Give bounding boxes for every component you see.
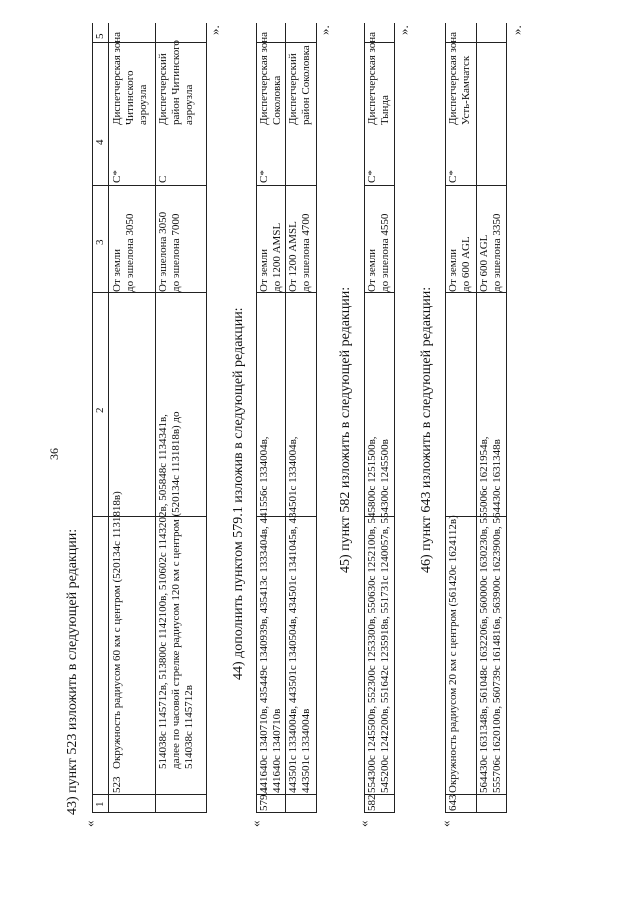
table-row-579-1a-alt-1: От земли [258, 248, 270, 292]
table-row-582-unit-1: Диспетчерская зона [366, 31, 378, 125]
heading-44: 44) дополнить пунктом 579.1 изложив в следующей редакции: [231, 307, 246, 680]
table-row-582-unit-2: Тында [379, 95, 391, 125]
heading-43: 43) пункт 523 изложить в следующей редакции: [65, 528, 80, 815]
table-row-523-alt-2: до эшелона 3050 [124, 213, 136, 292]
table-row-579-1a-area-1: 441640с 1340710в, 435449с 1340939в, 435413с 1333404в, 441556с 1334004в, [258, 436, 270, 793]
table-row-582-class: C* [366, 170, 378, 183]
table-row-643a-area: Окружность радиусом 20 км с центром (561420с 1624112в) [447, 515, 459, 793]
row-number-643: 643 [447, 794, 459, 811]
table-row-579-1b-alt-1: От 1200 AMSL [287, 221, 299, 292]
heading-45: 45) пункт 582 изложить в следующей редакции: [338, 286, 353, 573]
col-header-1: 1 [94, 801, 106, 807]
table-row-523b-unit-1: Диспетчерский [157, 53, 169, 125]
table-row-643b-alt-2: до эшелона 3350 [491, 213, 503, 292]
table-row-523-area: Окружность радиусом 60 км с центром (520134с 1131818в) [111, 491, 123, 769]
table-row-579-1a-class: C* [258, 170, 270, 183]
table-row-643a-alt-1: От земли [447, 248, 459, 292]
col-header-2: 2 [94, 407, 106, 413]
col-header-4: 4 [94, 139, 106, 145]
table-row-582-alt-2: до эшелона 4550 [379, 213, 391, 292]
table-row-579-1b-unit-1: Диспетчерский [287, 53, 299, 125]
table-row-582-area-1: 554300с 1245500в, 552300с 1253300в, 550630с 1252100в, 545800с 1251500в, [366, 436, 378, 793]
table-row-523b-alt-2: до эшелона 7000 [170, 213, 182, 292]
table-row-523b-unit-3: аэроузла [183, 84, 195, 125]
table-row-643a-unit-2: Усть-Камчатск [460, 55, 472, 125]
table-row-579-1a-unit-1: Диспетчерская зона [258, 31, 270, 125]
table-row-579-1b-area-1: 443501с 1334004в, 443501с 1340504в, 434501с 1341045в, 434501с 1334004в, [287, 436, 299, 793]
table-row-523-unit-2: Читинского [124, 70, 136, 125]
row-number-579-1: 579.1 [258, 786, 270, 811]
table-row-643b-alt-1: От 600 AGL [478, 234, 490, 292]
table-row-523b-area-3: 514038с 1145712в [183, 685, 195, 769]
open-quote: « [82, 820, 97, 827]
table-row-579-1b-alt-2: до эшелона 4700 [300, 213, 312, 292]
table-row-643b-area-2: 555706с 1620100в, 560739с 1614816в, 563900с 1623900в, 564430с 1631348в [491, 439, 503, 793]
table-row-579-1a-area-2: 441640с 1340710в [271, 708, 283, 793]
table-row-579-1b-area-2: 443501с 1334004в [300, 708, 312, 793]
col-header-5: 5 [94, 33, 106, 39]
table-row-643b-area-1: 564430с 1631348в, 561048с 1632206в, 560000с 1630230в, 555006с 1621954в, [478, 436, 490, 793]
table-row-643a-unit-1: Диспетчерская зона [447, 31, 459, 125]
table-row-579-1a-unit-2: Соколовка [271, 75, 283, 125]
row-number-582: 582 [366, 794, 378, 811]
close-quote-43: ». [207, 25, 222, 35]
table-row-523b-area-1: 514038с 1145712в, 513800с 1142100в, 510602с 1143202в, 505848с 1134341в, [157, 414, 169, 769]
close-quote-46: ». [509, 25, 524, 35]
table-row-523b-class: C [157, 175, 169, 183]
table-row-523-unit-1: Диспетчерская зона [111, 31, 123, 125]
open-quote-44: « [248, 820, 263, 827]
heading-46: 46) пункт 643 изложить в следующей редакции: [419, 286, 434, 573]
open-quote-46: « [438, 820, 453, 827]
close-quote-45: ». [396, 25, 411, 35]
table-row-523-class: C* [111, 170, 123, 183]
table-row-523b-unit-2: район Читинского [170, 40, 182, 125]
table-row-643a-alt-2: до 600 AGL [460, 236, 472, 292]
page-number: 36 [47, 448, 61, 460]
table-row-523-unit-3: аэроузла [137, 84, 149, 125]
table-row-582-area-2: 545200с 1242200в, 551642с 1235918в, 551731с 1240057в, 554300с 1245500в [379, 439, 391, 793]
table-row-579-1a-alt-2: до 1200 AMSL [271, 222, 283, 292]
table-row-523b-area-2: далее по часовой стрелке радиусом 120 км с центром (520134с 1131818в) до [170, 411, 182, 769]
close-quote-44: ». [317, 25, 332, 35]
table-row-582-alt-1: От земли [366, 248, 378, 292]
table-row-523b-alt-1: От эшелона 3050 [157, 211, 169, 292]
open-quote-45: « [356, 820, 371, 827]
row-number-523: 523 [111, 776, 123, 793]
table-row-523-alt-1: От земли [111, 248, 123, 292]
col-header-3: 3 [94, 239, 106, 245]
table-row-579-1b-unit-2: район Соколовка [300, 45, 312, 125]
table-row-643a-class: C* [447, 170, 459, 183]
